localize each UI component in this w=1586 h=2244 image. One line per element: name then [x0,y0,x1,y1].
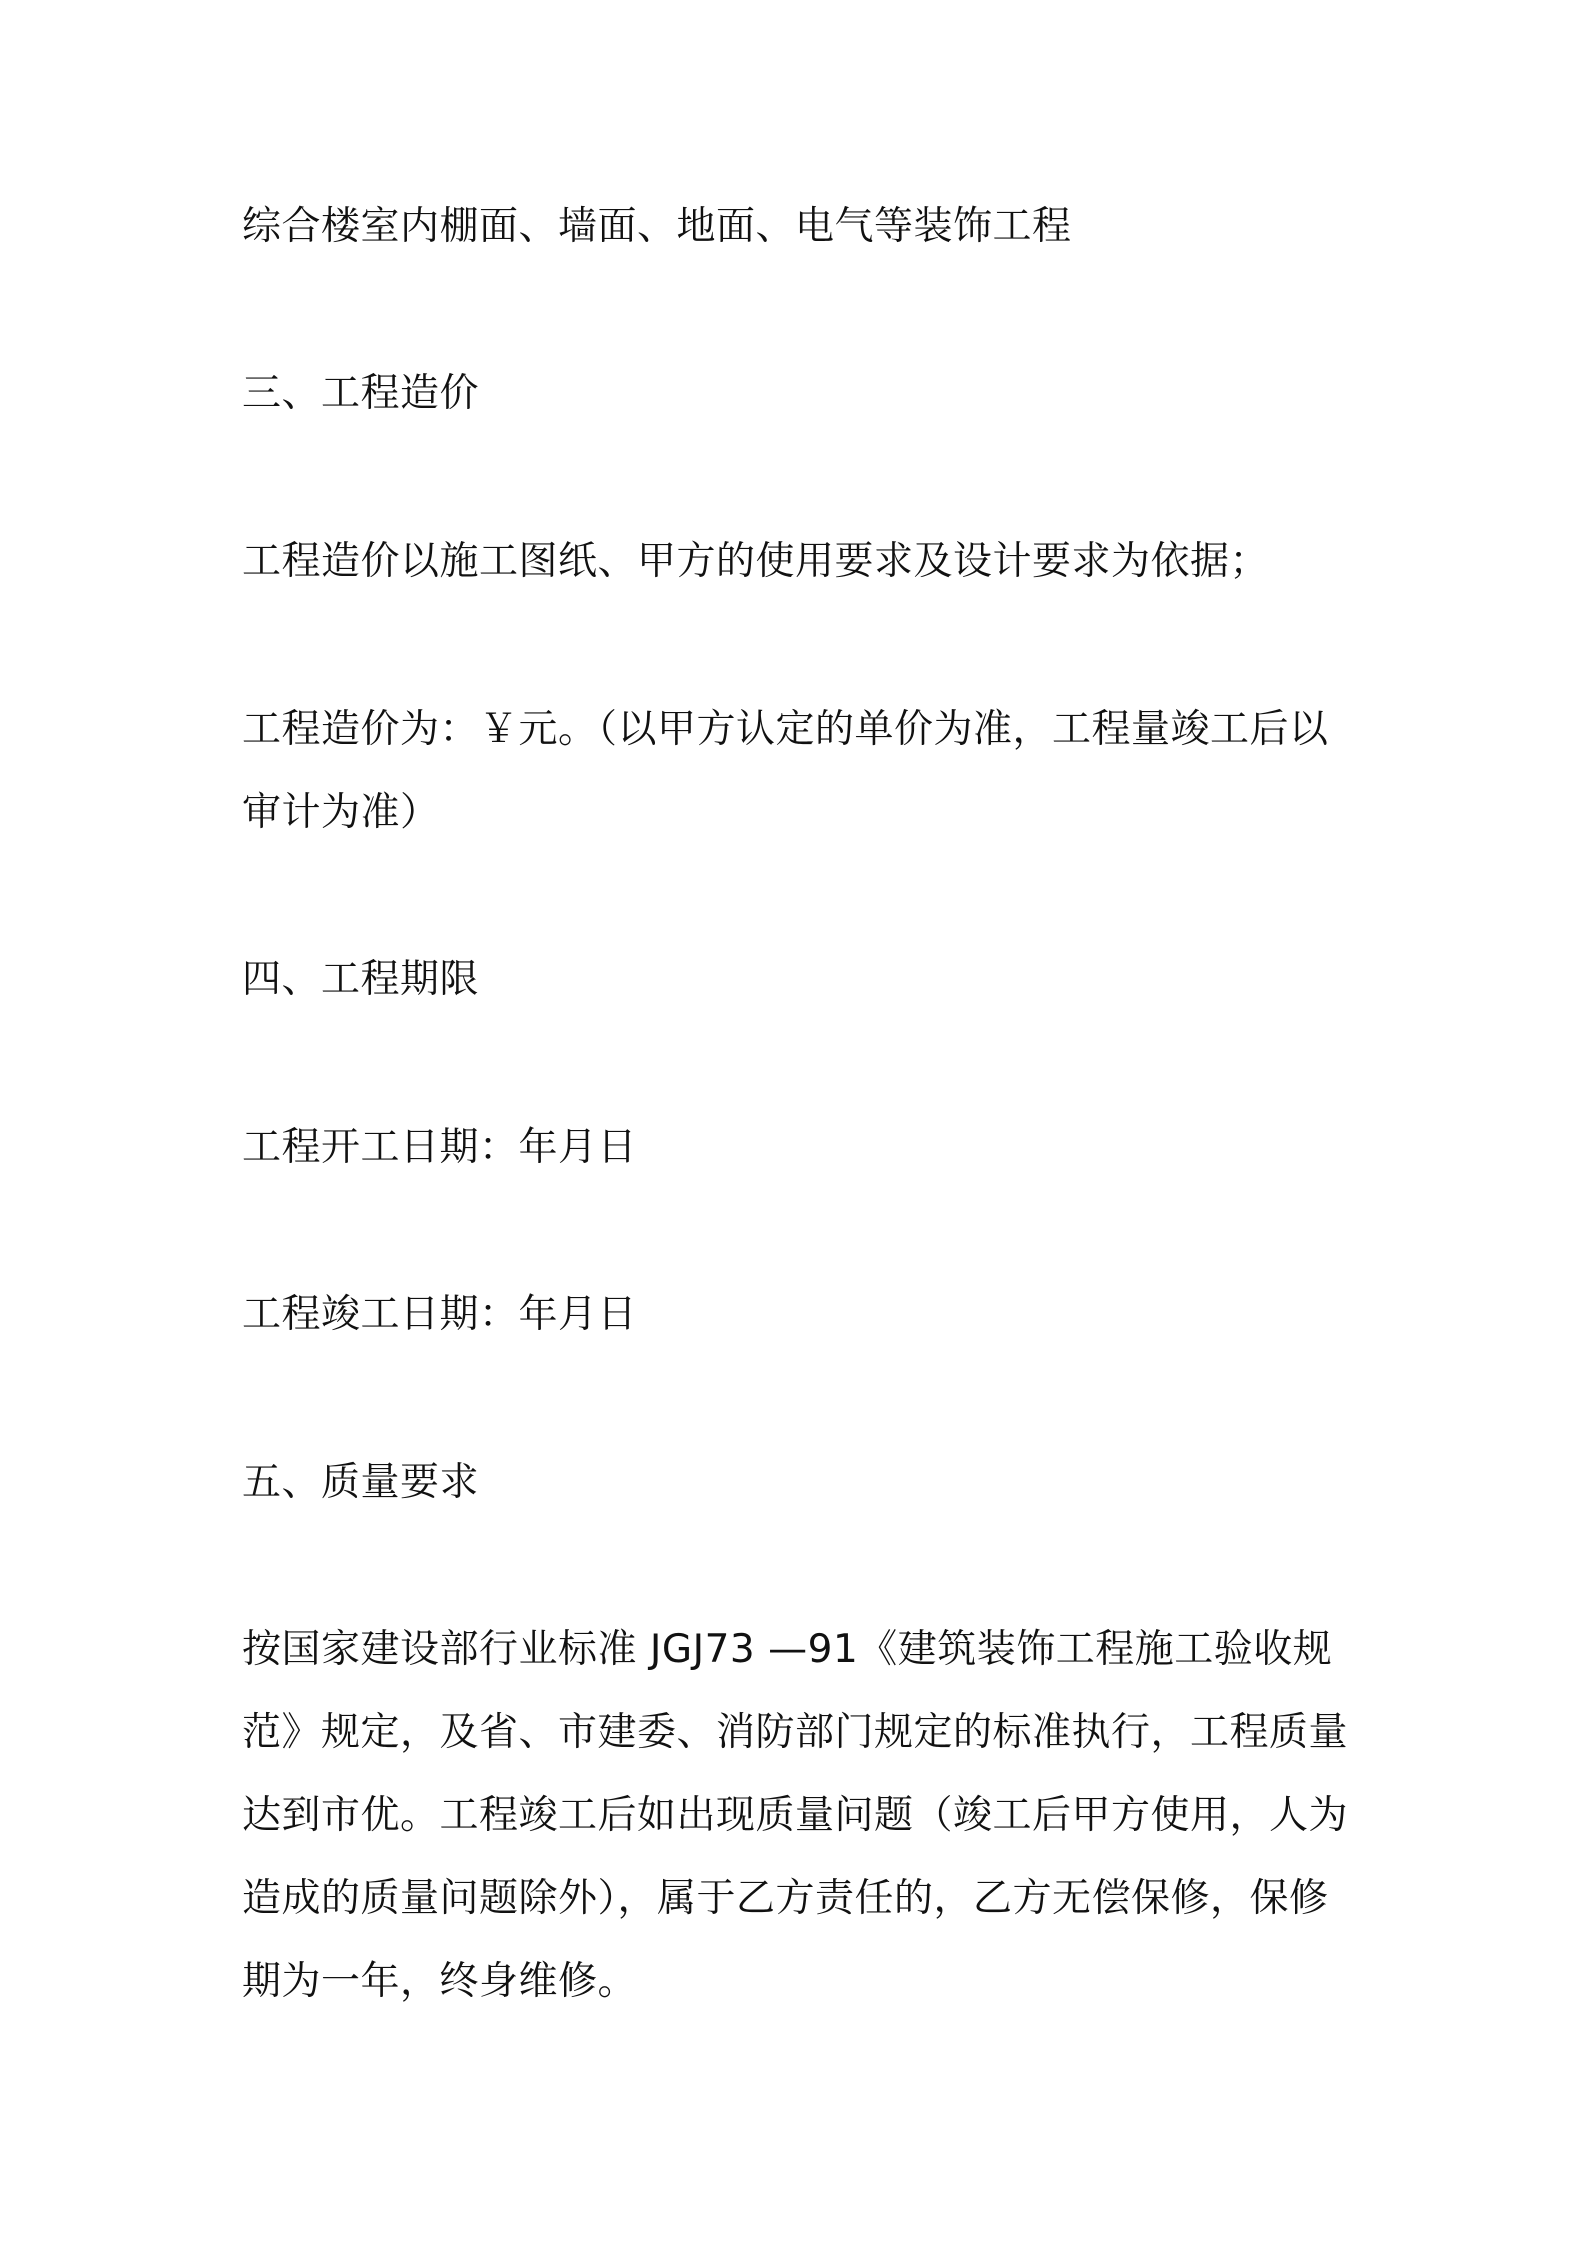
end-date-paragraph: 工程竣工日期：年月日 [242,1292,638,1337]
start-date-paragraph: 工程开工日期：年月日 [242,1125,638,1170]
section-5-heading: 五、质量要求 [242,1460,480,1505]
cost-amount-paragraph: 工程造价为：￥元。（以甲方认定的单价为准，工程量竣工后以审计为准） [242,707,1329,835]
cost-basis-paragraph: 工程造价以施工图纸、甲方的使用要求及设计要求为依据； [242,539,1270,584]
quality-requirements-paragraph: 按国家建设部行业标准 JGJ73 —91《建筑装饰工程施工验收规范》规定，及省、市建委、消防部门规定的标准执行，工程质量达到市优。工程竣工后如出现质量问题（竣工后甲方使用，人为造成的质量问题除外），属于乙方责任的，乙方无偿保修，保修期为一年，终身维修。 [242,1627,1349,2004]
section-4-heading: 四、工程期限 [242,957,480,1002]
section-3-heading: 三、工程造价 [242,371,480,416]
scope-paragraph: 综合楼室内棚面、墙面、地面、电气等装饰工程 [242,204,1072,249]
